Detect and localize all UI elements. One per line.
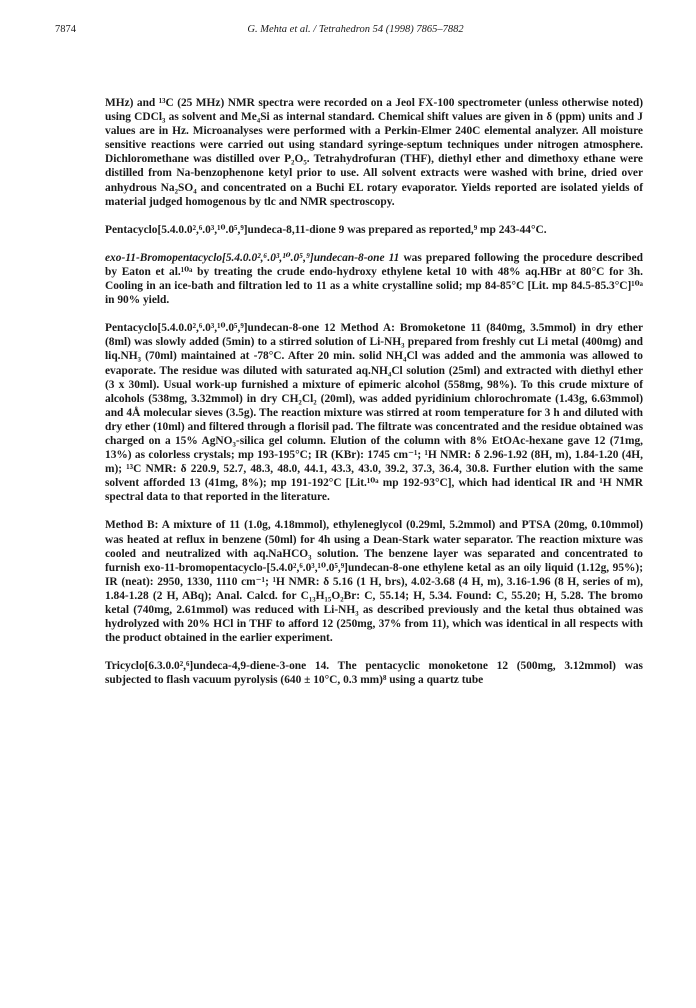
journal-citation: G. Mehta et al. / Tetrahedron 54 (1998) 7865–7882 — [247, 24, 464, 35]
paragraph-dione-9 — [105, 223, 643, 237]
article-body — [105, 96, 643, 701]
paragraph-text: Method A: Bromoketone 11 (840mg, 3.5mmol) in dry ether (8ml) was slowly added (5min) to a stirred solution of Li-NH₃ prepared from freshly cut Li metal (400mg) and liq.NH₃ (70ml) maintained at -78°C. After 20 min. solid NH₄Cl was added and the ammonia was allowed to evaporate. The residue was diluted with saturated aq.NH₄Cl solution (25ml) and extracted with diethyl ether (3 x 30ml). Usual work-up furnished a mixture of epimeric alcohol (558mg, 98%). To this crude mixture of alcohols (538mg, 3.32mmol) in dry CH₂Cl₂ (20ml), was added pyridinium chlorochromate (1.43g, 6.63mmol) and 4Å molecular sieves (3.5g). The reaction mixture was stirred at room temperature for 3 h and diluted with dry ether (10ml) and filtered through a florisil pad. The filtrate was concentrated and the residue obtained was charged on a 15% AgNO₃-silica gel column. Elution of the column with 8% EtOAc-hexane gave 12 (71mg, 13%) as colorless crystals; mp 193-195°C; IR (KBr): 1745 cm⁻¹; ¹H NMR: δ 2.96-1.92 (8H, m), 1.84-1.20 (4H, m); ¹³C NMR: δ 220.9, 52.7, 48.3, 48.0, 44.1, 43.3, 43.0, 39.2, 37.3, 36.4, 30.8. Further elution with the same solvent afforded 13 (41mg, 8%); mp 191-192°C [Lit.¹⁰ᵃ mp 192-93°C], which had identical IR and ¹H NMR spectral data to that reported in the literature. — [105, 322, 644, 504]
paragraph-monoketone-12-method-a — [105, 321, 643, 504]
paragraph-bromoketone-11 — [105, 251, 643, 307]
paragraph-text: Method B: A mixture of 11 (1.0g, 4.18mmol), ethyleneglycol (0.29ml, 5.2mmol) and PTSA (20mg, 0.10mmol) was heated at reflux in benzene (50ml) for 4h using a Dean-Stark water separator. The reaction mixture was cooled and neutralized with aq.NaHCO₃ solution. The benzene layer was separated and concentrated to furnish exo-11-bromopentacyclo-[5.4.0²,⁶.0³,¹⁰.0⁵,⁹]undecan-8-one ethylene ketal as an oily liquid (1.12g, 95%); IR (neat): 2950, 1330, 1110 cm⁻¹; ¹H NMR: δ 5.16 (1 H, brs), 4.02-3.68 (4 H, m), 3.16-1.96 (8 H, series of m), 1.84-1.28 (2 H, ABq); Anal. Calcd. for C₁₃H₁₅O₂Br: C, 55.14; H, 5.34. Found: C, 55.20; H, 5.28. The bromo ketal (740mg, 2.61mmol) was reduced with Li-NH₃ as described previously and the ketal thus obtained was hydrolyzed with 20% HCl in THF to afford 12 (250mg, 37% from 11), which was identical in all respects with the product obtained in the earlier experiment. — [105, 519, 643, 645]
paragraph-text: The pentacyclic monoketone 12 (500mg, 3.12mmol) was subjected to flash vacuum pyrolysis (640 ± 10°C, 0.3 mm)⁸ using a quartz tube — [105, 660, 643, 687]
running-header — [55, 24, 656, 40]
page-number: 7874 — [55, 24, 76, 35]
paragraph-text: MHz) and ¹³C (25 MHz) NMR spectra were recorded on a Jeol FX-100 spectrometer (unless otherwise noted) using CDCl₃ as solvent and Me₄Si as internal standard. Chemical shift values are given in δ (ppm) units and J values are in Hz. Microanalyses were performed with a Perkin-Elmer 240C elemental analyzer. All moisture sensitive reactions were carried out using standard syringe-septum techniques under nitrogen atmosphere. Dichloromethane was distilled over P₂O₅. Tetrahydrofuran (THF), diethyl ether and dimethoxy ethane were distilled from Na-benzophenone ketyl prior to use. All solvent extracts were washed with brine, dried over anhydrous Na₂SO₄ and concentrated on a Buchi EL rotary evaporator. Yields reported are isolated yields of material judged homogenous by tlc and NMR spectroscopy. — [105, 97, 643, 208]
paragraph-text: was prepared as reported,⁹ mp 243-44°C. — [347, 223, 547, 236]
paragraph-general-methods — [105, 96, 643, 209]
compound-heading: Pentacyclo[5.4.0.0²,⁶.0³,¹⁰.0⁵,⁹]undecan-8-one 12 — [105, 322, 336, 335]
compound-heading: exo-11-Bromopentacyclo[5.4.0.0²,⁶.0³,¹⁰.0⁵,⁹]undecan-8-one 11 — [105, 251, 400, 264]
compound-heading: Pentacyclo[5.4.0.0²,⁶.0³,¹⁰.0⁵,⁹]undeca-8,11-dione 9 — [105, 223, 345, 236]
paragraph-method-b — [105, 518, 643, 645]
paragraph-text: was prepared following the procedure described by Eaton et al.¹⁰ᵃ by treating the crude endo-hydroxy ethylene ketal 10 with 48% aq.HBr at 80°C for 3h. Cooling in an ice-bath and filtration led to 11 as a white crystalline solid; mp 84-85°C [Lit. mp 84.5-85.3°C]¹⁰ᵃ in 90% yield. — [105, 251, 643, 307]
compound-heading: Tricyclo[6.3.0.0²,⁶]undeca-4,9-diene-3-one 14. — [105, 660, 330, 673]
paragraph-tricyclo-14 — [105, 659, 643, 687]
